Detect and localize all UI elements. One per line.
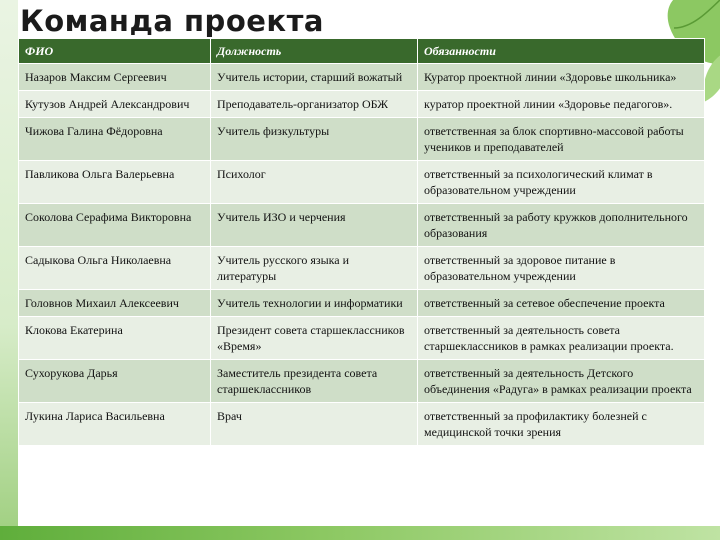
cell-name: Клокова Екатерина xyxy=(19,317,211,360)
header-duties: Обязанности xyxy=(418,39,705,64)
cell-position: Психолог xyxy=(211,161,418,204)
table-row xyxy=(19,91,705,118)
cell-duties: ответственный за психологический климат в образовательном учреждении xyxy=(418,161,705,204)
cell-position: Учитель физкультуры xyxy=(211,118,418,161)
cell-duties: ответственный за здоровое питание в образовательном учреждении xyxy=(418,247,705,290)
table-row xyxy=(19,360,705,403)
cell-duties: ответственный за деятельность совета старшеклассников в рамках реализации проекта. xyxy=(418,317,705,360)
table-row xyxy=(19,161,705,204)
cell-duties: ответственный за деятельность Детского объединения «Радуга» в рамках реализации проекта xyxy=(418,360,705,403)
table-row xyxy=(19,64,705,91)
table-row xyxy=(19,317,705,360)
cell-position: Преподаватель-организатор ОБЖ xyxy=(211,91,418,118)
cell-duties: ответственный за сетевое обеспечение проекта xyxy=(418,290,705,317)
cell-position: Врач xyxy=(211,403,418,446)
table-row xyxy=(19,118,705,161)
cell-duties: ответственная за блок спортивно-массовой работы учеников и преподавателей xyxy=(418,118,705,161)
cell-name: Назаров Максим Сергеевич xyxy=(19,64,211,91)
cell-duties: Куратор проектной линии «Здоровье школьника» xyxy=(418,64,705,91)
cell-name: Садыкова Ольга Николаевна xyxy=(19,247,211,290)
cell-name: Кутузов Андрей Александрович xyxy=(19,91,211,118)
table-header-row xyxy=(19,39,705,64)
cell-position: Заместитель президента совета старшеклассников xyxy=(211,360,418,403)
table-row xyxy=(19,290,705,317)
left-decor-band xyxy=(0,0,18,540)
cell-duties: ответственный за работу кружков дополнительного образования xyxy=(418,204,705,247)
cell-duties: ответственный за профилактику болезней с медицинской точки зрения xyxy=(418,403,705,446)
table-row xyxy=(19,403,705,446)
bottom-decor-band xyxy=(0,526,720,540)
header-position: Должность xyxy=(211,39,418,64)
cell-position: Учитель истории, старший вожатый xyxy=(211,64,418,91)
cell-position: Президент совета старшеклассников «Время» xyxy=(211,317,418,360)
cell-name: Чижова Галина Фёдоровна xyxy=(19,118,211,161)
project-team-table xyxy=(18,38,705,446)
cell-name: Соколова Серафима Викторовна xyxy=(19,204,211,247)
cell-name: Сухорукова Дарья xyxy=(19,360,211,403)
cell-name: Павликова Ольга Валерьевна xyxy=(19,161,211,204)
cell-name: Головнов Михаил Алексеевич xyxy=(19,290,211,317)
cell-position: Учитель ИЗО и черчения xyxy=(211,204,418,247)
header-fio: ФИО xyxy=(19,39,211,64)
table-row xyxy=(19,204,705,247)
cell-position: Учитель технологии и информатики xyxy=(211,290,418,317)
table-row xyxy=(19,247,705,290)
cell-position: Учитель русского языка и литературы xyxy=(211,247,418,290)
slide-title: Команда проекта xyxy=(20,4,324,38)
cell-name: Лукина Лариса Васильевна xyxy=(19,403,211,446)
cell-duties: куратор проектной линии «Здоровье педагогов». xyxy=(418,91,705,118)
